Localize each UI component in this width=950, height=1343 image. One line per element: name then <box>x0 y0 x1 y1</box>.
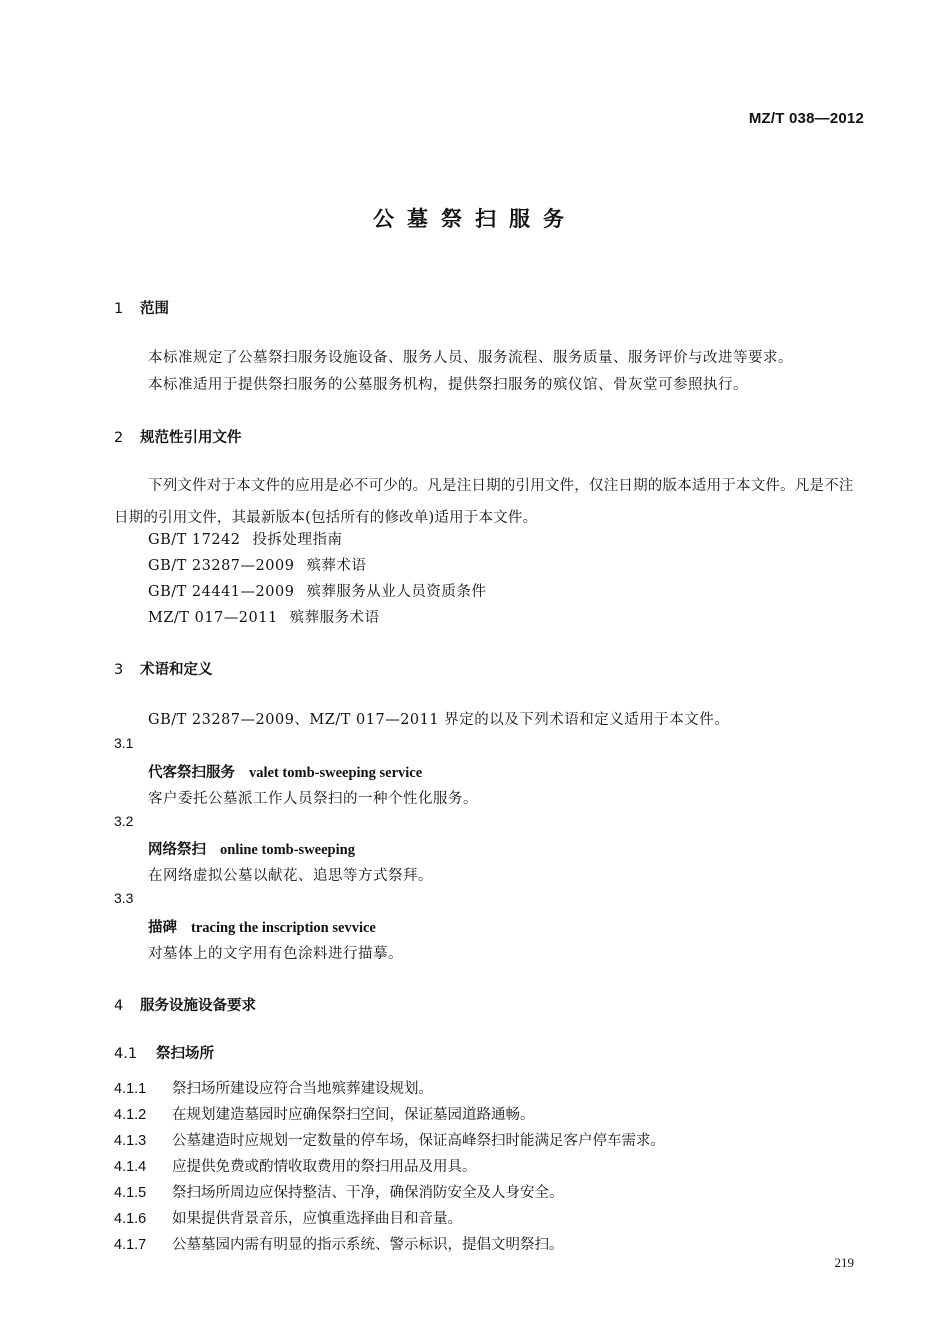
clause-text: 如果提供背景音乐，应慎重选择曲目和音量。 <box>172 1211 462 1227</box>
section-heading-2 <box>114 426 242 447</box>
section-heading-3 <box>114 658 213 679</box>
subsection-number: 4.1 <box>114 1046 138 1062</box>
reference-name: 殡葬术语 <box>306 558 367 574</box>
page-title: 公墓祭扫服务 <box>373 207 577 231</box>
section-title: 规范性引用文件 <box>140 430 242 446</box>
paragraph: 下列文件对于本文件的应用是必不可少的。凡是注日期的引用文件，仅注日期的版本适用于本文件。凡是不注日期的引用文件，其最新版本(包括所有的修改单)适用于本文件。 <box>114 478 854 526</box>
page-number: 219 <box>834 1255 854 1270</box>
reference-name: 殡葬服务从业人员资质条件 <box>306 584 487 600</box>
clause-number: 4.1.5 <box>114 1185 147 1201</box>
section-heading-1 <box>114 297 169 318</box>
section-number: 3 <box>114 662 124 678</box>
clause-number: 4.1.3 <box>114 1133 147 1149</box>
reference-name: 殡葬服务术语 <box>289 610 380 626</box>
term-zh: 网络祭扫 <box>148 842 206 858</box>
section-title: 服务设施设备要求 <box>140 998 256 1014</box>
clause-text: 公墓建造时应规划一定数量的停车场，保证高峰祭扫时能满足客户停车需求。 <box>172 1133 665 1149</box>
term-zh: 描碑 <box>148 920 177 936</box>
reference-item <box>148 554 366 575</box>
clause-number: 4.1.7 <box>114 1237 147 1253</box>
section-number: 1 <box>114 301 124 317</box>
clause <box>114 1103 535 1124</box>
term-definition: 在网络虚拟公墓以献花、追思等方式祭拜。 <box>148 868 433 884</box>
subsection-heading <box>114 1042 214 1063</box>
clause-text: 在规划建造墓园时应确保祭扫空间，保证墓园道路通畅。 <box>172 1107 535 1123</box>
reference-code: GB/T 23287—2009 <box>148 558 295 574</box>
clause-text: 公墓墓园内需有明显的指示系统、警示标识，提倡文明祭扫。 <box>172 1237 564 1253</box>
clause <box>114 1155 477 1176</box>
paragraph: 本标准适用于提供祭扫服务的公墓服务机构，提供祭扫服务的殡仪馆、骨灰堂可参照执行。 <box>148 377 748 393</box>
reference-name: 投拆处理指南 <box>252 532 343 548</box>
standard-code: MZ/T 038—2012 <box>748 110 864 127</box>
section-number: 4 <box>114 998 124 1014</box>
clause <box>114 1129 665 1150</box>
reference-item <box>148 580 486 601</box>
clause-text: 应提供免费或酌情收取费用的祭扫用品及用具。 <box>172 1159 477 1175</box>
clause-number: 4.1.2 <box>114 1107 147 1123</box>
reference-code: GB/T 17242 <box>148 532 241 548</box>
clause <box>114 1207 462 1228</box>
term-definition: 对墓体上的文字用有色涂料进行描摹。 <box>148 946 403 962</box>
clause-number: 4.1.6 <box>114 1211 147 1227</box>
term-en: online tomb-sweeping <box>220 842 355 858</box>
term-number: 3.2 <box>114 813 134 829</box>
term-definition: 客户委托公墓派工作人员祭扫的一种个性化服务。 <box>148 791 478 807</box>
reference-code: GB/T 24441—2009 <box>148 584 295 600</box>
term-heading <box>148 838 355 859</box>
paragraph: 本标准规定了公墓祭扫服务设施设备、服务人员、服务流程、服务质量、服务评价与改进等要求。 <box>148 350 793 366</box>
clause <box>114 1233 564 1254</box>
term-heading <box>148 761 422 782</box>
section-number: 2 <box>114 430 124 446</box>
clause-number: 4.1.1 <box>114 1081 147 1097</box>
term-heading <box>148 916 376 937</box>
section-title: 术语和定义 <box>140 662 213 678</box>
term-zh: 代客祭扫服务 <box>148 765 235 781</box>
reference-item <box>148 528 343 549</box>
subsection-title: 祭扫场所 <box>156 1046 214 1062</box>
clause <box>114 1181 564 1202</box>
clause-text: 祭扫场所建设应符合当地殡葬建设规划。 <box>172 1081 433 1097</box>
term-en: tracing the inscription sevvice <box>191 920 376 936</box>
clause-number: 4.1.4 <box>114 1159 147 1175</box>
paragraph: GB/T 23287—2009、MZ/T 017—2011 界定的以及下列术语和定义适用于本文件。 <box>148 712 730 728</box>
section-title: 范围 <box>140 301 169 317</box>
reference-item <box>148 606 380 627</box>
clause <box>114 1077 433 1098</box>
reference-code: MZ/T 017—2011 <box>148 610 278 626</box>
term-number: 3.3 <box>114 890 134 906</box>
clause-text: 祭扫场所周边应保持整洁、干净，确保消防安全及人身安全。 <box>172 1185 564 1201</box>
term-en: valet tomb-sweeping service <box>249 765 423 781</box>
term-number: 3.1 <box>114 735 134 751</box>
section-heading-4 <box>114 994 256 1015</box>
